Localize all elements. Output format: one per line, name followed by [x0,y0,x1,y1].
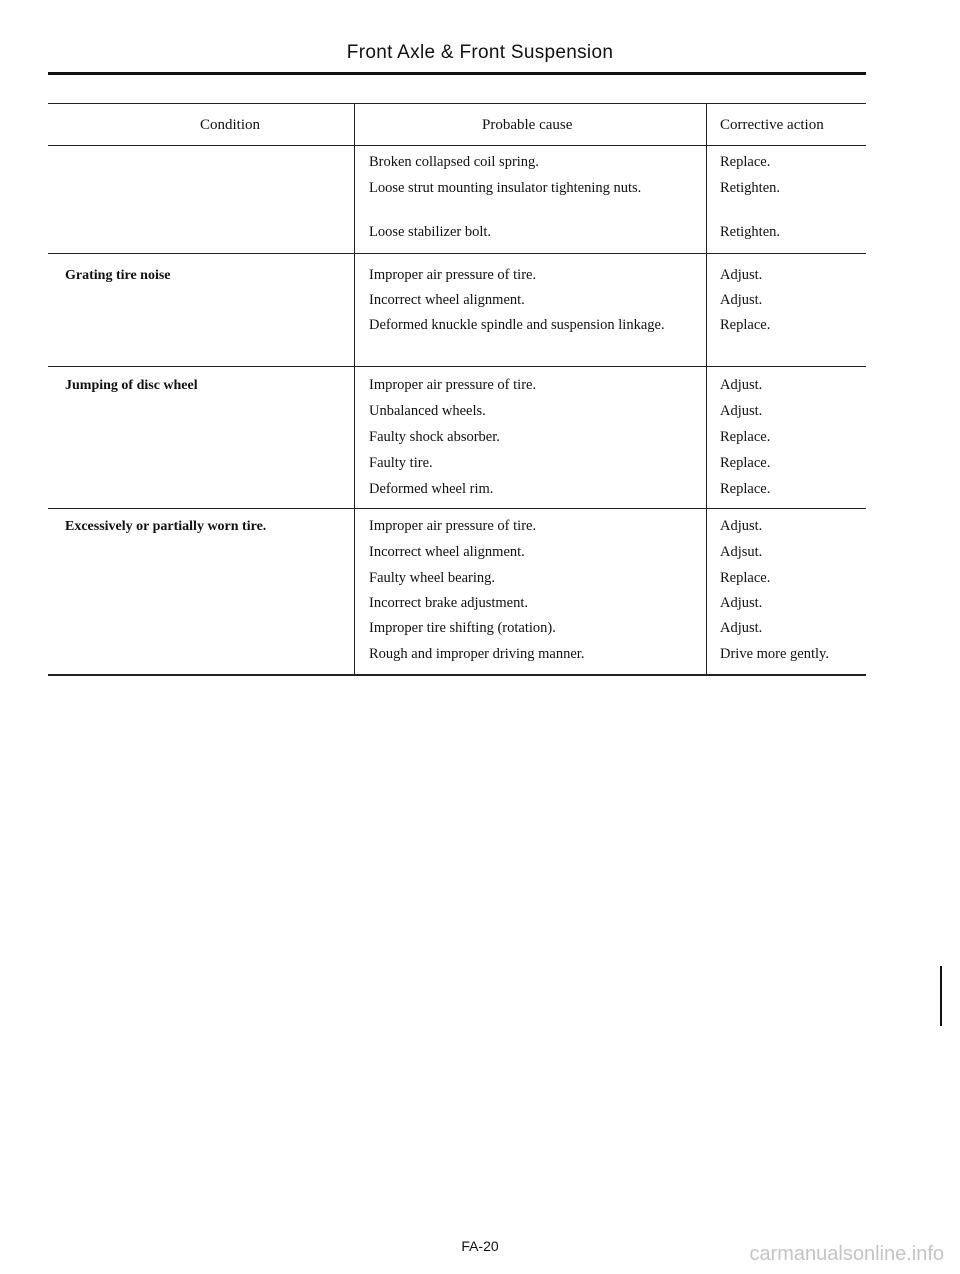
cause-cell: Deformed knuckle spindle and suspension linkage. [369,317,665,333]
action-cell: Replace. [720,317,771,333]
action-cell: Adjsut. [720,544,763,560]
margin-mark [940,966,942,1026]
condition-cell: Excessively or partially worn tire. [65,519,267,534]
action-cell: Adjust. [720,620,763,636]
condition-cell: Grating tire noise [65,268,171,283]
action-cell: Retighten. [720,180,781,196]
action-cell: Adjust. [720,267,763,283]
cause-cell: Broken collapsed coil spring. [369,154,539,170]
cause-cell: Incorrect brake adjustment. [369,595,529,611]
action-cell: Adjust. [720,403,763,419]
action-cell: Replace. [720,154,771,170]
table-top-rule [48,103,866,104]
action-cell: Adjust. [720,377,763,393]
cause-cell: Unbalanced wheels. [369,403,486,419]
cause-cell: Improper air pressure of tire. [369,377,537,393]
action-cell: Replace. [720,481,771,497]
cause-cell: Improper air pressure of tire. [369,267,537,283]
column-divider [354,103,355,674]
action-cell: Replace. [720,429,771,445]
action-cell: Replace. [720,455,771,471]
condition-cell: Jumping of disc wheel [65,378,198,393]
cause-cell: Incorrect wheel alignment. [369,292,525,308]
group-separator [48,366,866,367]
group-separator [48,253,866,254]
cause-cell: Improper tire shifting (rotation). [369,620,556,636]
page-number: FA-20 [461,1238,499,1254]
action-cell: Adjust. [720,292,763,308]
cause-cell: Deformed wheel rim. [369,481,494,497]
cause-cell: Improper air pressure of tire. [369,518,537,534]
group-separator [48,508,866,509]
action-cell: Retighten. [720,224,781,240]
action-cell: Replace. [720,570,771,586]
header-rule [48,72,866,75]
table-bottom-rule [48,674,866,676]
column-header-action: Corrective action [720,117,824,133]
cause-cell: Loose strut mounting insulator tightening nuts. [369,180,642,196]
cause-cell: Faulty wheel bearing. [369,570,496,586]
page-title: Front Axle & Front Suspension [346,42,614,63]
table-header-rule [48,145,866,146]
cause-cell: Incorrect wheel alignment. [369,544,525,560]
cause-cell: Faulty shock absorber. [369,429,500,445]
cause-cell: Loose stabilizer bolt. [369,224,492,240]
action-cell: Adjust. [720,518,763,534]
column-header-cause: Probable cause [482,117,573,133]
cause-cell: Rough and improper driving manner. [369,646,585,662]
cause-cell: Faulty tire. [369,455,433,471]
watermark: carmanualsonline.info [749,1243,944,1265]
column-header-condition: Condition [200,117,261,133]
action-cell: Drive more gently. [720,646,829,662]
column-divider [706,103,707,674]
action-cell: Adjust. [720,595,763,611]
